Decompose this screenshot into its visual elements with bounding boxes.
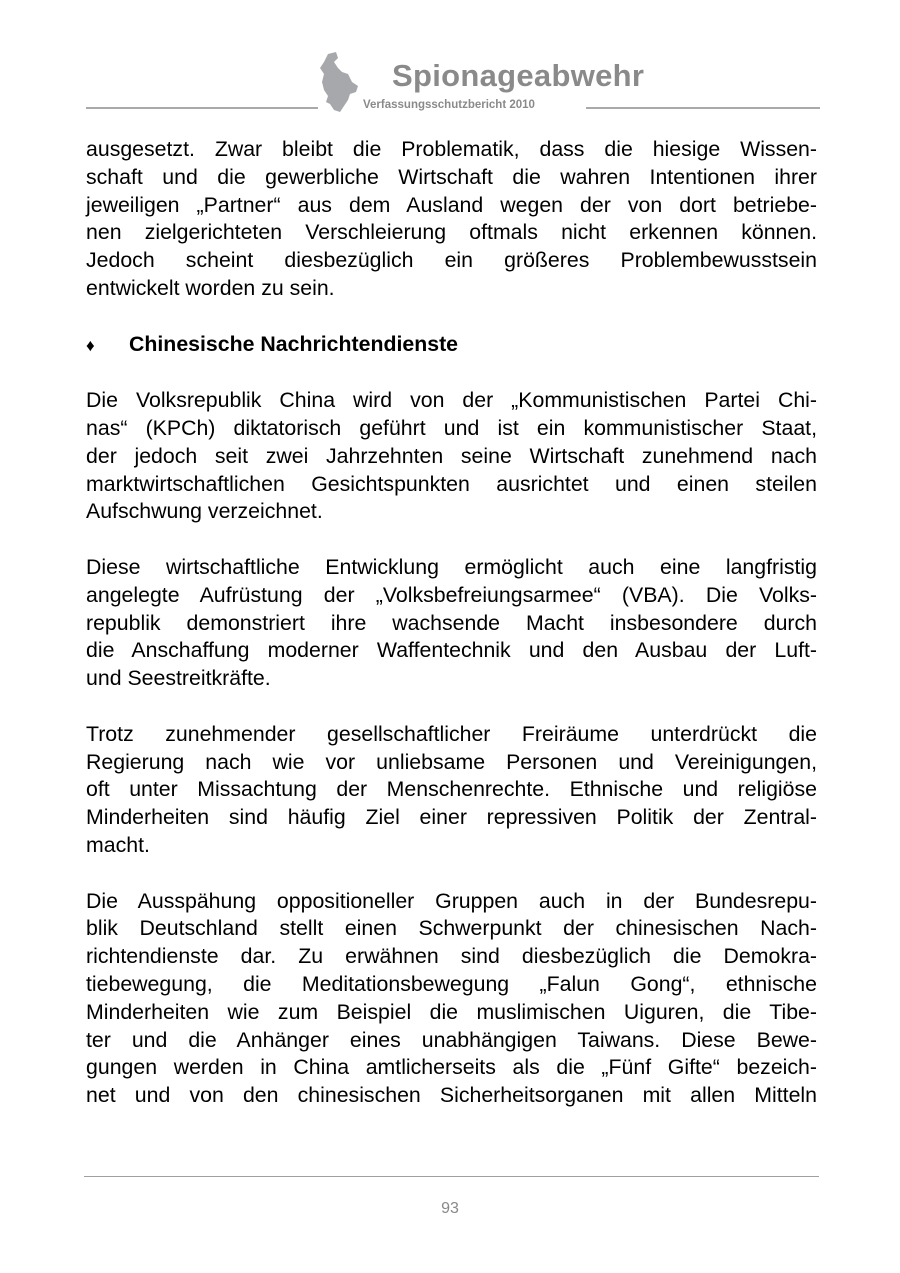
paragraph xyxy=(86,554,817,693)
section-heading xyxy=(86,331,817,360)
header-rule-left xyxy=(86,107,318,109)
text-line: net und von den chinesischen Sicherheitsorganen mit allen Mitteln xyxy=(86,1083,817,1108)
text-line: gungen werden in China amtlicherseits als die „Fünf Gifte“ bezeich- xyxy=(86,1055,817,1080)
header-rule-right xyxy=(586,107,820,109)
text-line: Trotz zunehmender gesellschaftlicher Freiräume unterdrückt die xyxy=(86,721,817,746)
text-line: Die Volksrepublik China wird von der „Kommunistischen Partei Chi- xyxy=(86,388,817,413)
text-line: und Seestreitkräfte. xyxy=(86,666,271,691)
text-line: die Anschaffung moderner Waffentechnik und den Ausbau der Luft- xyxy=(86,638,817,663)
text-line: marktwirtschaftlichen Gesichtspunkten ausrichtet und einen steilen xyxy=(86,471,817,496)
text-line: ausgesetzt. Zwar bleibt die Problematik, dass die hiesige Wissen- xyxy=(86,137,817,161)
text-line: blik Deutschland stellt einen Schwerpunkt der chinesischen Nach- xyxy=(86,916,817,941)
text-line: Minderheiten sind häufig Ziel einer repressiven Politik der Zentral- xyxy=(86,805,817,830)
section-heading-text: Chinesische Nachrichtendienste xyxy=(129,331,459,356)
body-text xyxy=(86,136,817,1138)
text-line: ter und die Anhänger eines unabhängigen Taiwans. Diese Bewe- xyxy=(86,1027,817,1052)
text-line: oft unter Missachtung der Menschenrechte. Ethnische und religiöse xyxy=(86,777,817,802)
text-line: Diese wirtschaftliche Entwicklung ermöglicht auch eine langfristig xyxy=(86,554,817,579)
text-line: angelegte Aufrüstung der „Volksbefreiungsarmee“ (VBA). Die Volks- xyxy=(86,582,817,607)
text-line: Regierung nach wie vor unliebsame Personen und Vereinigungen, xyxy=(86,749,817,774)
text-line: nen zielgerichteten Verschleierung oftmals nicht erkennen können. xyxy=(86,220,817,245)
text-line: Minderheiten wie zum Beispiel die muslimischen Uiguren, die Tibe- xyxy=(86,999,817,1024)
text-line: macht. xyxy=(86,832,150,857)
paragraph xyxy=(86,387,817,526)
paragraph xyxy=(86,888,817,1110)
text-line: republik demonstriert ihre wachsende Macht insbesondere durch xyxy=(86,610,817,635)
paragraph xyxy=(86,721,817,860)
page-number: 93 xyxy=(441,1200,459,1217)
text-line: Aufschwung verzeichnet. xyxy=(86,499,323,524)
text-line: jeweiligen „Partner“ aus dem Ausland wegen der von dort betriebe- xyxy=(86,192,817,217)
text-line: tiebewegung, die Meditationsbewegung „Falun Gong“, ethnische xyxy=(86,971,817,996)
text-line: entwickelt worden zu sein. xyxy=(86,275,335,300)
text-line: nas“ (KPCh) diktatorisch geführt und ist ein kommunistischer Staat, xyxy=(86,415,817,440)
text-line: schaft und die gewerbliche Wirtschaft die wahren Intentionen ihrer xyxy=(86,164,817,189)
diamond-bullet-icon: ♦ xyxy=(86,335,95,355)
footer-rule xyxy=(84,1176,819,1177)
paragraph xyxy=(86,136,817,303)
header-subtitle: Verfassungsschutzbericht 2010 xyxy=(363,99,535,111)
text-line: Die Ausspähung oppositioneller Gruppen auch in der Bundesrepu- xyxy=(86,888,817,913)
header-title: Spionageabwehr xyxy=(392,58,645,93)
text-line: richtendienste dar. Zu erwähnen sind diesbezüglich die Demokra- xyxy=(86,944,817,969)
text-line: Jedoch scheint diesbezüglich ein größeres Problembewusstsein xyxy=(86,248,817,273)
text-line: der jedoch seit zwei Jahrzehnten seine Wirtschaft zunehmend nach xyxy=(86,443,817,468)
